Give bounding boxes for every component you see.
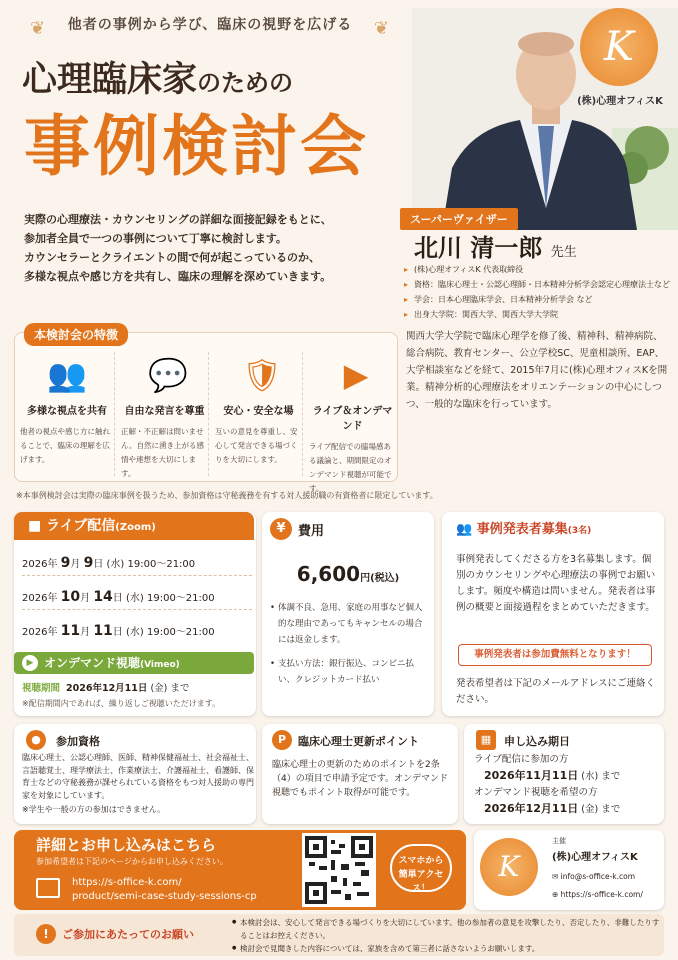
organizer-label: 主催 bbox=[552, 837, 566, 845]
logo-caption: (株)心理オフィスK bbox=[577, 96, 663, 107]
fee-item: • 体調不良、急用、家庭の用事など個人的な理由であってもキャンセルの場合には返金します。 bbox=[270, 600, 430, 648]
date-dow: (水) bbox=[125, 627, 144, 638]
supervisor-bio: 関西大学大学院で臨床心理学を修了後、精神科、精神病院、総合病院、教育センター、公立学校SC、児童相談所、EAP、大学相談室などを経て、2015年7月に(株)心理オフィスKを開業。精神分析的心理療法をオリエンテーションの中心にしつつ、一般的な臨床を行っています。 bbox=[406, 331, 668, 410]
vod-note: ※配信期間内であれば、繰り返しご視聴いただけます。 bbox=[22, 699, 221, 708]
date-day: 11 bbox=[93, 623, 113, 639]
day-unit: 日 bbox=[93, 559, 104, 570]
date-year: 2026年 bbox=[22, 627, 58, 638]
people-icon: 👥 bbox=[47, 356, 87, 394]
qualification-note: ※学生や一般の方の参加はできません。 bbox=[22, 805, 166, 814]
logo: K bbox=[580, 8, 658, 86]
vod-period-dow: (金) bbox=[150, 683, 168, 694]
vod-header bbox=[14, 652, 254, 674]
cta-url-line2[interactable]: product/semi-case-study-sessions-cp bbox=[72, 891, 257, 902]
deadline-body bbox=[474, 752, 664, 818]
badge-line2: 簡単アクセス！ bbox=[398, 870, 444, 894]
credential-item: ▸ (株)心理オフィスK 代表取締役 bbox=[404, 262, 672, 277]
deadline-vod-date: 2026年12月11日 bbox=[484, 802, 579, 815]
month-unit: 月 bbox=[70, 559, 81, 570]
page-title: 事例検討会 bbox=[24, 107, 369, 185]
alert-icon: ! bbox=[36, 924, 56, 944]
laurel-right-icon: ❦ bbox=[373, 18, 390, 39]
qualification-body bbox=[22, 752, 254, 817]
mail-icon: ✉ bbox=[552, 872, 561, 881]
tagline-text: 他者の事例から学び、臨床の視野を広げる bbox=[67, 17, 353, 33]
yen-icon: ¥ bbox=[270, 518, 292, 540]
supervisor-credentials bbox=[404, 262, 672, 322]
footer-item: ● 本検討会は、安心して発言できる場づくりを大切にしています。他の参加者の意見を攻撃したり、否定したり、非難したりすることはお控えください。 bbox=[232, 916, 662, 942]
feature-heading: ライブ＆オンデマンド bbox=[312, 406, 393, 432]
supervisor-honorific: 先生 bbox=[550, 245, 577, 260]
deadline-title: 申し込み期日 bbox=[504, 735, 570, 748]
fee-item: • 支払い方法：銀行振込、コンビニ払い、クレジットカード払い bbox=[270, 656, 430, 688]
cta-url-link[interactable] bbox=[72, 876, 292, 904]
calendar-icon: ▦ bbox=[476, 730, 496, 750]
recruit-count: (3名) bbox=[567, 526, 592, 536]
deadline-suffix: まで bbox=[601, 804, 621, 815]
recruit-title bbox=[456, 518, 591, 537]
deadline-live-label: ライブ配信に参加の方 bbox=[474, 754, 569, 765]
points-title: 臨床心理士更新ポイント bbox=[298, 735, 419, 748]
feature-body: 正解・不正解は問いません。自然に湧き上がる感情や連想を大切にします。 bbox=[121, 427, 204, 478]
people-icon: 👥 bbox=[456, 522, 477, 537]
shield-icon: 🛡 bbox=[241, 356, 283, 394]
organizer-email-text[interactable]: info@s-office-k.com bbox=[560, 872, 636, 881]
vod-period bbox=[22, 680, 189, 694]
recruit-body: 事例発表してくださる方を3名募集します。個別のカウンセリングや心理療法の事例でお願いします。頻度や構造は問いません。発表者は事例の概要と面接過程をまとめていただきます。 bbox=[456, 554, 656, 613]
play-icon: ▶ bbox=[22, 655, 38, 671]
date-year: 2026年 bbox=[22, 593, 58, 604]
month-unit: 月 bbox=[80, 627, 91, 638]
chat-icon: 💬 bbox=[148, 356, 188, 394]
vod-title: オンデマンド視聴 bbox=[44, 656, 141, 670]
globe-icon: ⊕ bbox=[552, 890, 561, 899]
deadline-live-dow: (水) bbox=[581, 771, 599, 782]
date-dow: (水) bbox=[125, 593, 144, 604]
feature-item bbox=[302, 352, 396, 493]
smartphone-badge bbox=[390, 844, 452, 892]
intro-line: 実際の心理療法・カウンセリングの詳細な面接記録をもとに、 bbox=[24, 213, 332, 226]
fee-price bbox=[262, 562, 434, 586]
footer-list bbox=[232, 916, 662, 955]
live-platform: (Zoom) bbox=[115, 522, 156, 533]
camera-icon: ■ bbox=[28, 518, 47, 534]
live-date-row bbox=[22, 584, 252, 610]
fee-amount: 6,600 bbox=[296, 562, 361, 586]
points-body: 臨床心理士の更新のためのポイントを2条（4）の項目で申請予定です。オンデマンド視聴でもポイント取得が可能です。 bbox=[272, 760, 449, 798]
fee-list bbox=[270, 600, 430, 696]
feature-item bbox=[20, 352, 114, 476]
feature-body: ライブ配信での臨場感ある議論と、期間限定のオンデマンド視聴が可能です。 bbox=[309, 442, 392, 493]
day-unit: 日 bbox=[112, 627, 123, 638]
feature-item bbox=[114, 352, 208, 476]
tagline bbox=[30, 12, 390, 38]
live-date-row bbox=[22, 618, 252, 644]
date-month: 10 bbox=[60, 589, 81, 605]
video-icon: ▶ bbox=[343, 356, 369, 394]
date-month: 11 bbox=[60, 623, 81, 639]
footer-title: ご参加にあたってのお願い bbox=[62, 928, 194, 941]
intro-text bbox=[24, 210, 404, 286]
credential-item: ▸ 出身大学院：関西大学、関西大学大学院 bbox=[404, 307, 672, 322]
credential-item: ▸ 資格：臨床心理士・公認心理師・日本精神分析学会認定心理療法士など bbox=[404, 277, 672, 292]
cta-url-line1[interactable]: https://s-office-k.com/ bbox=[72, 877, 182, 888]
vod-platform: (Vimeo) bbox=[140, 660, 180, 670]
title-line1 bbox=[22, 52, 293, 102]
month-unit: 月 bbox=[80, 593, 91, 604]
person-icon: ● bbox=[26, 730, 46, 750]
date-month: 9 bbox=[60, 555, 71, 571]
recruit-title-text: 事例発表者募集 bbox=[476, 522, 568, 537]
cta-subtitle: 参加希望者は下記のページからお申し込みください。 bbox=[36, 857, 228, 866]
intro-line: 参加者全員で一つの事例について丁寧に検討します。 bbox=[24, 232, 287, 245]
supervisor-name-text: 北川 清一郎 bbox=[414, 233, 543, 262]
feature-heading: 安心・安全な場 bbox=[223, 406, 294, 417]
organizer-web-text[interactable]: https://s-office-k.com/ bbox=[560, 890, 643, 899]
computer-icon bbox=[36, 878, 60, 898]
recruit-contact: 発表希望者は下記のメールアドレスにご連絡ください。 bbox=[456, 678, 656, 705]
supervisor-name bbox=[414, 228, 577, 263]
live-title: ライブ配信 bbox=[46, 518, 116, 534]
badge-line1: スマホから bbox=[398, 856, 444, 866]
deadline-vod-label: オンデマンド視聴を希望の方 bbox=[474, 787, 598, 798]
cta-title: 詳細とお申し込みはこちら bbox=[36, 836, 217, 854]
deadline-vod-dow: (金) bbox=[581, 804, 599, 815]
feature-body: 他者の視点や感じ方に触れることで、臨床の理解を広げます。 bbox=[20, 427, 110, 464]
feature-heading: 多様な視点を共有 bbox=[27, 406, 107, 417]
vod-period-value: 2026年12月11日 bbox=[66, 683, 148, 694]
live-header bbox=[14, 512, 254, 540]
feature-item bbox=[208, 352, 302, 476]
feature-body: 互いの意見を尊重し、安心して発言できる場づくりを大切にします。 bbox=[215, 427, 298, 464]
points-icon: P bbox=[272, 730, 292, 750]
features-title: 本検討会の特徴 bbox=[24, 323, 128, 346]
organizer-web[interactable] bbox=[552, 890, 643, 899]
intro-line: カウンセラーとクライエントの間で何が起こっているのか、 bbox=[24, 251, 321, 264]
day-unit: 日 bbox=[112, 593, 123, 604]
qualification-text: 臨床心理士、公認心理師、医師、精神保健福祉士、社会福祉士、言語聴覚士、理学療法士、作業療法士、介護福祉士、看護師、保育士などの守秘義務が課せられている資格をもつ対人援助の専門家を対象にしています。 bbox=[22, 753, 254, 800]
footer-item: ● 検討会で見聞きした内容については、家族を含めて第三者に話さないようお願いします。 bbox=[232, 942, 662, 955]
credential-item: ▸ 学会：日本心理臨床学会、日本精神分析学会 など bbox=[404, 292, 672, 307]
laurel-left-icon: ❦ bbox=[30, 18, 47, 39]
recruit-badge: 事例発表者は参加費無料となります！ bbox=[458, 644, 652, 666]
deadline-suffix: まで bbox=[601, 771, 621, 782]
date-day: 14 bbox=[93, 589, 113, 605]
title-suffix: のための bbox=[197, 68, 294, 97]
fee-title: 費用 bbox=[298, 524, 325, 539]
organizer-name: (株)心理オフィスK bbox=[552, 852, 638, 863]
supervisor-label: スーパーヴァイザー bbox=[400, 208, 518, 230]
fee-unit: 円 bbox=[360, 573, 371, 584]
organizer-logo: K bbox=[480, 838, 538, 896]
date-time: 19:00～21:00 bbox=[127, 559, 196, 570]
qr-code[interactable] bbox=[302, 833, 376, 907]
organizer-email[interactable] bbox=[552, 872, 635, 881]
fee-tax: (税込) bbox=[370, 573, 400, 584]
date-year: 2026年 bbox=[22, 559, 58, 570]
vod-period-label: 視聴期間 bbox=[22, 683, 61, 694]
date-day: 9 bbox=[83, 555, 94, 571]
intro-line: 多様な視点や感じ方を共有し、臨床の理解を深めていきます。 bbox=[24, 270, 332, 283]
qualification-title: 参加資格 bbox=[56, 735, 100, 748]
date-time: 19:00～21:00 bbox=[146, 627, 215, 638]
date-time: 19:00～21:00 bbox=[146, 593, 215, 604]
title-main: 心理臨床家 bbox=[22, 59, 198, 100]
date-dow: (水) bbox=[106, 559, 125, 570]
eligibility-notice: ※本事例検討会は実際の臨床事例を扱うため、参加資格は守秘義務を有する対人援助職の有資格者に限定しています。 bbox=[16, 491, 438, 500]
live-date-row bbox=[22, 550, 252, 576]
deadline-live-date: 2026年11月11日 bbox=[484, 769, 579, 782]
feature-heading: 自由な発言を尊重 bbox=[124, 406, 205, 417]
vod-period-suffix: まで bbox=[170, 683, 190, 694]
